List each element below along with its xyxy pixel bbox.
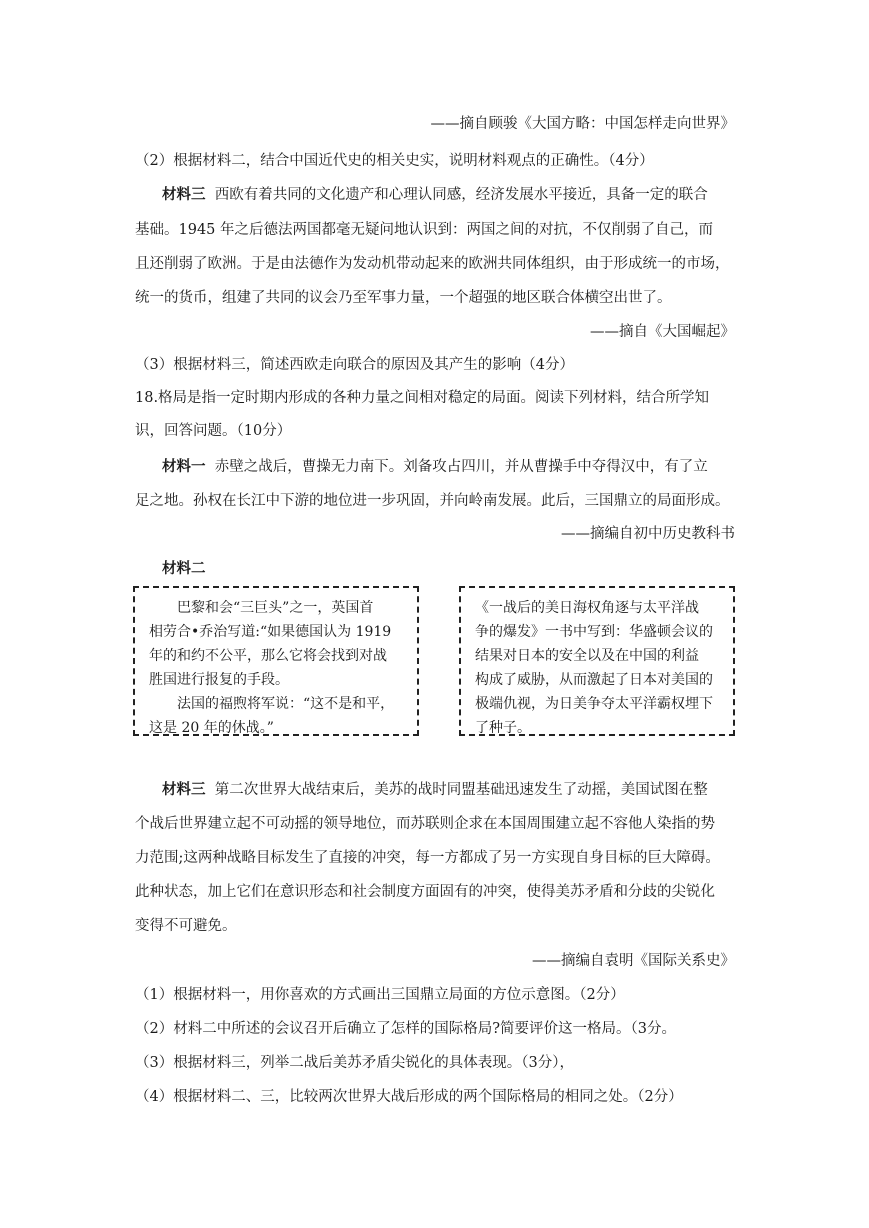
source-citation-q18-material-1: ——摘编自初中历史教科书 <box>561 526 735 542</box>
question-18-stem-line-2: 识，回答问题。（10分） <box>135 423 292 439</box>
q18-material-3-line-4: 此种状态，加上它们在意识形态和社会制度方面固有的冲突，使得美苏矛盾和分歧的尖锐化 <box>135 884 715 900</box>
right-box-line-3: 结果对日本的安全以及在中国的利益 <box>475 648 699 664</box>
source-citation-material-2: ——摘自顾骏《大国方略：中国怎样走向世界》 <box>430 116 735 132</box>
source-citation-q18-material-3: ——摘编自袁明《国际关系史》 <box>532 953 735 969</box>
material-2-left-quote-box <box>133 586 419 736</box>
question-18-part-3: （3）根据材料三，列举二战后美苏矛盾尖锐化的具体表现。（3分）， <box>135 1055 574 1071</box>
right-box-line-4: 构成了威胁，从而激起了日本对美国的 <box>475 672 713 688</box>
question-17-part-3: （3）根据材料三，简述西欧走向联合的原因及其产生的影响（4分） <box>135 357 574 373</box>
q18-material-3-line-5: 变得不可避免。 <box>135 918 237 934</box>
q18-material-3-line-1: 材料三 第二次世界大战结束后，美苏的战时同盟基础迅速发生了动摇，美国试图在整 <box>162 782 708 798</box>
left-box-line-3: 年的和约不公平，那么它将会找到对战 <box>149 648 387 664</box>
question-18-part-4: （4）根据材料二、三，比较两次世界大战后形成的两个国际格局的相同之处。（2分） <box>135 1089 683 1105</box>
left-box-line-6: 这是 20 年的休战。” <box>149 720 274 736</box>
right-box-line-2: 争的爆发》一书中写到：华盛顿会议的 <box>475 624 713 640</box>
question-18-stem-line-1: 18.格局是指一定时期内形成的各种力量之间相对稳定的局面。阅读下列材料，结合所学知 <box>135 390 710 406</box>
material-3-label: 材料三 <box>162 187 206 203</box>
material-3-paragraph-line-1: 材料三 西欧有着共同的文化遗产和心理认同感，经济发展水平接近，具备一定的联合 <box>162 187 708 203</box>
q18-material-3-label: 材料三 <box>162 782 206 798</box>
q18-material-1-line-1: 材料一 赤壁之战后，曹操无力南下。刘备攻占四川，并从曹操手中夺得汉中，有了立 <box>162 459 708 475</box>
material-3-paragraph-line-2: 基础。1945 年之后德法两国都毫无疑问地认识到：两国之间的对抗，不仅削弱了自己，而 <box>135 222 714 238</box>
left-box-line-5: 法国的福煦将军说：“这不是和平， <box>177 696 395 712</box>
question-17-part-2: （2）根据材料二，结合中国近代史的相关史实，说明材料观点的正确性。（4分） <box>135 153 654 169</box>
question-18-part-1: （1）根据材料一，用你喜欢的方式画出三国鼎立局面的方位示意图。（2分） <box>135 987 625 1003</box>
right-box-line-5: 极端仇视，为日美争夺太平洋霸权埋下 <box>475 696 713 712</box>
question-18-part-2: （2）材料二中所述的会议召开后确立了怎样的国际格局?简要评价这一格局。（3分。 <box>135 1021 676 1037</box>
q18-material-1-label: 材料一 <box>162 459 206 475</box>
right-box-line-6: 了种子。 <box>475 720 531 736</box>
material-3-paragraph-line-3: 且还削弱了欧洲。于是由法德作为发动机带动起来的欧洲共同体组织，由于形成统一的市场， <box>135 256 730 272</box>
left-box-line-2: 相劳合•乔治写道:“如果德国认为 1919 <box>149 624 392 640</box>
material-3-paragraph-line-4: 统一的货币，组建了共同的议会乃至军事力量，一个超强的地区联合体横空出世了。 <box>135 290 672 306</box>
left-box-line-1: 巴黎和会“三巨头”之一，英国首 <box>177 600 374 616</box>
source-citation-material-3: ——摘自《大国崛起》 <box>590 324 735 340</box>
q18-material-3-line-2: 个战后世界建立起不可动摇的领导地位，而苏联则企求在本国周围建立起不容他人染指的势 <box>135 816 715 832</box>
q18-material-2-label: 材料二 <box>162 561 206 577</box>
right-box-line-1: 《一战后的美日海权角逐与太平洋战 <box>475 600 699 616</box>
q18-material-1-line-2: 足之地。孙权在长江中下游的地位进一步巩固，并向岭南发展。此后，三国鼎立的局面形成。 <box>135 493 730 509</box>
q18-material-3-line-3: 力范围;这两种战略目标发生了直接的冲突，每一方都成了另一方实现自身目标的巨大障碍。 <box>135 850 720 866</box>
material-2-right-quote-box <box>459 586 735 736</box>
left-box-line-4: 胜国进行报复的手段。 <box>149 672 289 688</box>
